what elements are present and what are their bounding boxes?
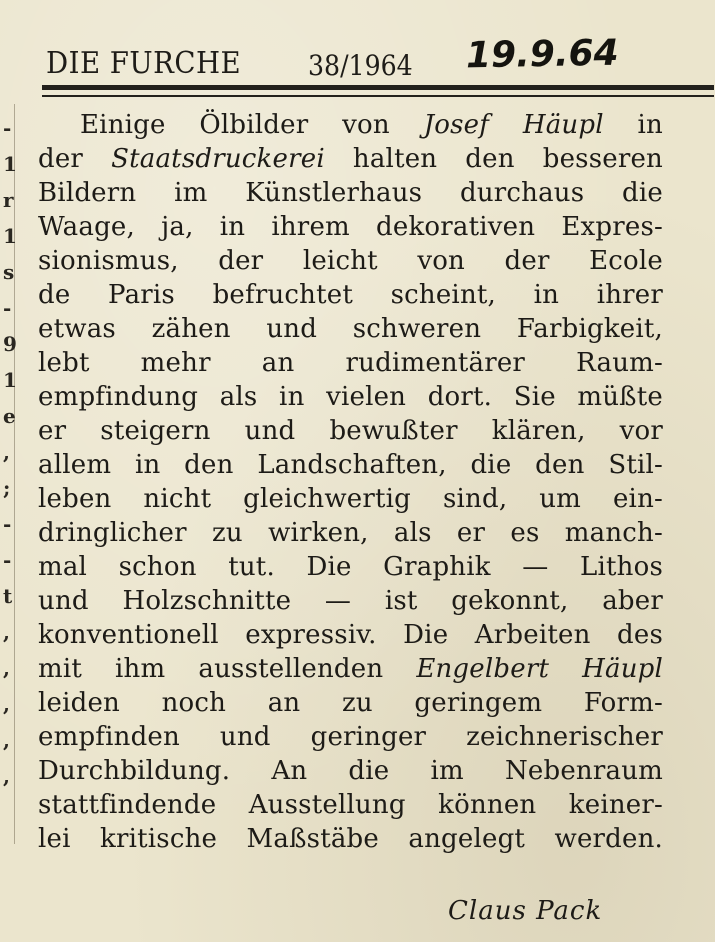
article-line xyxy=(38,516,663,550)
article-text: mit ihm ausstellenden xyxy=(38,654,417,684)
article-text: de Paris befruchtet scheint, in ihrer xyxy=(38,280,663,310)
article-text: lebt mehr an rudimentärer Raum- xyxy=(38,348,663,378)
article-text: leben nicht gleichwertig sind, um ein- xyxy=(38,484,663,514)
article-line xyxy=(38,312,663,346)
article-line xyxy=(38,652,663,686)
article-text: leiden noch an zu geringem Form- xyxy=(38,688,663,718)
article-line xyxy=(38,108,663,142)
article-line xyxy=(38,346,663,380)
masthead: DIE FURCHE xyxy=(46,46,242,81)
strip-mark: 9 xyxy=(3,332,17,356)
handwritten-date: 19.9.64 xyxy=(465,32,619,77)
article-line xyxy=(38,618,663,652)
article-text: lei kritische Maßstäbe angelegt werden. xyxy=(38,824,663,854)
header-rule-thin xyxy=(42,95,714,97)
article-italic-name: Engelbert Häupl xyxy=(416,654,663,684)
article-text: empfindung als in vielen dort. Sie müßte xyxy=(38,382,663,412)
article-line xyxy=(38,720,663,754)
article-text: in xyxy=(603,110,663,140)
strip-mark: r xyxy=(3,188,14,212)
article-text: stattfindende Ausstellung können keiner- xyxy=(38,790,663,820)
article-line xyxy=(38,244,663,278)
article-text: Bildern im Künstlerhaus durchaus die xyxy=(38,178,663,208)
article-line xyxy=(38,822,663,856)
article-line xyxy=(38,584,663,618)
article-line xyxy=(38,754,663,788)
article-line xyxy=(38,686,663,720)
strip-mark: 1 xyxy=(3,368,17,392)
strip-mark: ; xyxy=(3,476,11,500)
strip-mark: , xyxy=(3,764,10,788)
strip-mark: 1 xyxy=(3,224,17,248)
strip-mark: - xyxy=(3,296,12,320)
clipping-header xyxy=(46,32,686,88)
adjacent-column-fragment xyxy=(0,104,15,844)
article-italic-name: Josef Häupl xyxy=(423,110,604,140)
article-text: konventionell expressiv. Die Arbeiten des xyxy=(38,620,663,650)
strip-mark: e xyxy=(3,404,16,428)
strip-mark: , xyxy=(3,620,10,644)
article-text: der xyxy=(38,144,112,174)
header-rule-thick xyxy=(42,85,714,90)
strip-mark: t xyxy=(3,584,13,608)
article-line xyxy=(38,142,663,176)
strip-mark: , xyxy=(3,656,10,680)
strip-mark: s xyxy=(3,260,15,284)
article-line xyxy=(38,414,663,448)
article-text: Durchbildung. An die im Nebenraum xyxy=(38,756,663,786)
article-text: mal schon tut. Die Graphik — Lithos xyxy=(38,552,663,582)
article-line xyxy=(38,788,663,822)
article-text: und Holzschnitte — ist gekonnt, aber xyxy=(38,586,663,616)
strip-mark: - xyxy=(3,548,12,572)
article-text: dringlicher zu wirken, als er es manch- xyxy=(38,518,663,548)
strip-mark: - xyxy=(3,116,12,140)
article-text: sionismus, der leicht von der Ecole xyxy=(38,246,663,276)
strip-mark: - xyxy=(3,512,12,536)
strip-mark: , xyxy=(3,440,10,464)
article-text: etwas zähen und schweren Farbigkeit, xyxy=(38,314,663,344)
article-line xyxy=(38,176,663,210)
article-line xyxy=(38,210,663,244)
article-text: halten den besseren xyxy=(324,144,663,174)
issue-number: 38/1964 xyxy=(308,49,413,82)
strip-mark: , xyxy=(3,728,10,752)
article-italic-name: Staatsdruckerei xyxy=(111,144,325,174)
article-text: empfinden und geringer zeichnerischer xyxy=(38,722,663,752)
article-line xyxy=(38,278,663,312)
article-line xyxy=(38,482,663,516)
article-text: er steigern und bewußter klären, vor xyxy=(38,416,663,446)
strip-mark: 1 xyxy=(3,152,17,176)
article-text: Waage, ja, in ihrem dekorativen Expres- xyxy=(38,212,663,242)
article-line xyxy=(38,550,663,584)
strip-mark: , xyxy=(3,692,10,716)
article-text: Einige Ölbilder von xyxy=(80,110,424,140)
article-body xyxy=(38,108,663,856)
author-signature: Claus Pack xyxy=(448,896,603,926)
article-line xyxy=(38,448,663,482)
article-line xyxy=(38,380,663,414)
article-text: allem in den Landschaften, die den Stil- xyxy=(38,450,663,480)
